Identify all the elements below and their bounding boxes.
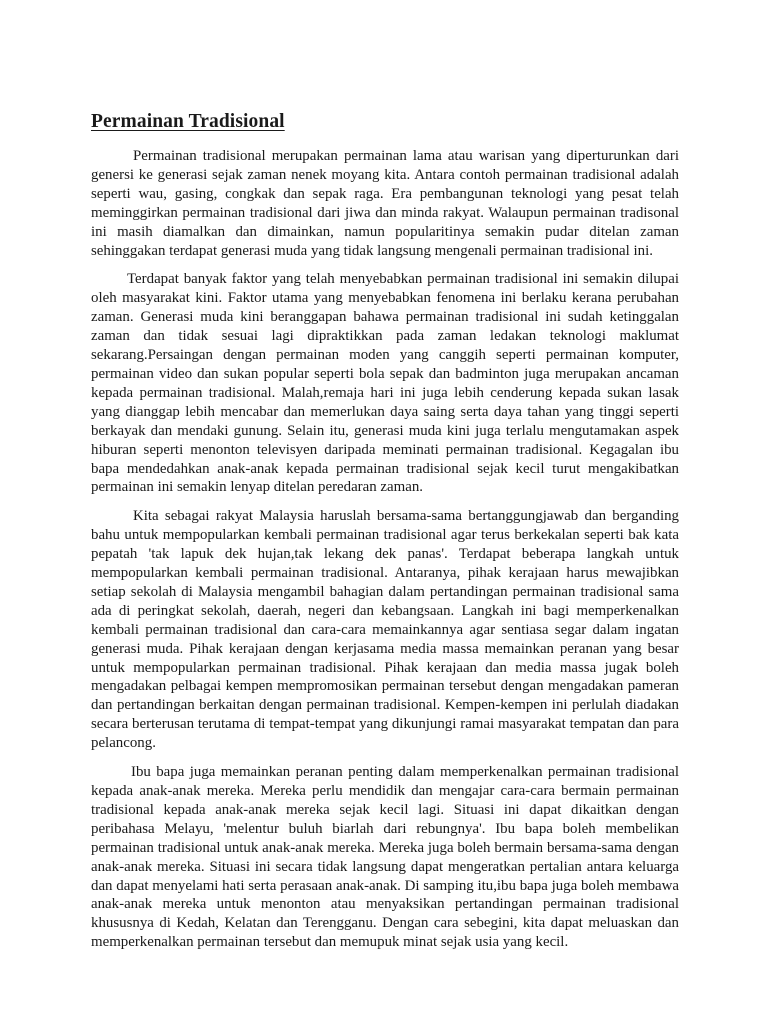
paragraph-intro: Permainan tradisional merupakan permainan lama atau warisan yang diperturunkan dari genersi ke generasi sejak zaman nenek moyang kita. Antara contoh permainan tradisional adalah seperti wau, gasing, congkak dan sepak raga. Era pembangunan teknologi yang pesat telah meminggirkan permainan tradisional dari jiwa dan minda rakyat. Walaupun permainan tradisonal ini masih diamalkan dan dimainkan, namun popularitinya semakin pudar ditelan zaman sehinggakan terdapat generasi muda yang tidak langsung mengenali permainan tradisional ini. [91, 148, 679, 259]
paragraph-factors: Terdapat banyak faktor yang telah menyebabkan permainan tradisional ini semakin dilupai oleh masyarakat kini. Faktor utama yang menyebabkan fenomena ini berlaku kerana perubahan zaman. Generasi muda kini beranggapan bahawa permainan tradisional ini sudah ketinggalan zaman dan tidak sesuai lagi dipraktikkan pada zaman ledakan teknologi maklumat sekarang.Persaingan dengan permainan moden yang canggih seperti permainan komputer, permainan video dan sukan popular seperti bola sepak dan badminton juga merupakan ancaman kepada permainan tradisional. Malah,remaja hari ini juga lebih cenderung kepada sukan lasak yang dianggap lebih mencabar dan memerlukan daya saing serta daya tahan yang tinggi seperti berkayak dan mendaki gunung. Selain itu, generasi muda kini juga terlalu mengutamakan aspek hiburan seperti menonton televisyen daripada meminati permainan tradisional. Kegagalan ibu bapa mendedahkan anak-anak kepada permainan tradisional sejak kecil turut mengakibatkan permainan ini semakin lenyap ditelan peredaran zaman. [91, 271, 679, 496]
document-title: Permainan Tradisional [91, 111, 285, 132]
paragraph-government-steps: Kita sebagai rakyat Malaysia haruslah bersama-sama bertanggungjawab dan berganding bahu untuk mempopularkan kembali permainan tradisional agar terus berkekalan seperti bak kata pepatah 'tak lapuk dek hujan,tak lekang dek panas'. Terdapat beberapa langkah untuk mempopularkan kembali permainan tradisional. Antaranya, pihak kerajaan harus mewajibkan setiap sekolah di Malaysia mengambil bahagian dalam pertandingan permainan tradisional sama ada di peringkat sekolah, daerah, negeri dan kebangsaan. Langkah ini bagi memperkenalkan kembali permainan tradisional dan cara-cara memainkannya agar sentiasa segar dalam ingatan generasi muda. Pihak kerajaan dengan kerjasama media massa memainkan peranan yang besar untuk mempopularkan permainan tradisional. Pihak kerajaan dan media massa jugak boleh mengadakan pelbagai kempen mempromosikan permainan tersebut dengan mengadakan pameran dan pertandingan berkaitan dengan permainan tradisional. Kempen-kempen ini perlulah diadakan secara berterusan terutama di tempat-tempat yang dikunjungi ramai masyarakat tempatan dan para pelancong. [91, 508, 679, 752]
paragraph-parents-role: Ibu bapa juga memainkan peranan penting dalam memperkenalkan permainan tradisional kepada anak-anak mereka. Mereka perlu mendidik dan mengajar cara-cara bermain permainan tradisional kepada anak-anak mereka sejak kecil lagi. Situasi ini dapat dikaitkan dengan peribahasa Melayu, 'melentur buluh biarlah dari rebungnya'. Ibu bapa boleh membelikan permainan tradisional untuk anak-anak mereka. Mereka juga boleh bermain bersama-sama dengan anak-anak mereka. Situasi ini secara tidak langsung dapat mengeratkan pertalian antara keluarga dan dapat menyelami hati serta perasaan anak-anak. Di samping itu,ibu bapa juga boleh membawa anak-anak mereka untuk menonton atau menyaksikan pertandingan permainan tradisional khususnya di Kedah, Kelatan dan Terengganu. Dengan cara sebegini, kita dapat meluaskan dan memperkenalkan permainan tersebut dan memupuk minat sejak usia yang kecil. [91, 764, 679, 951]
document-page [91, 111, 679, 962]
